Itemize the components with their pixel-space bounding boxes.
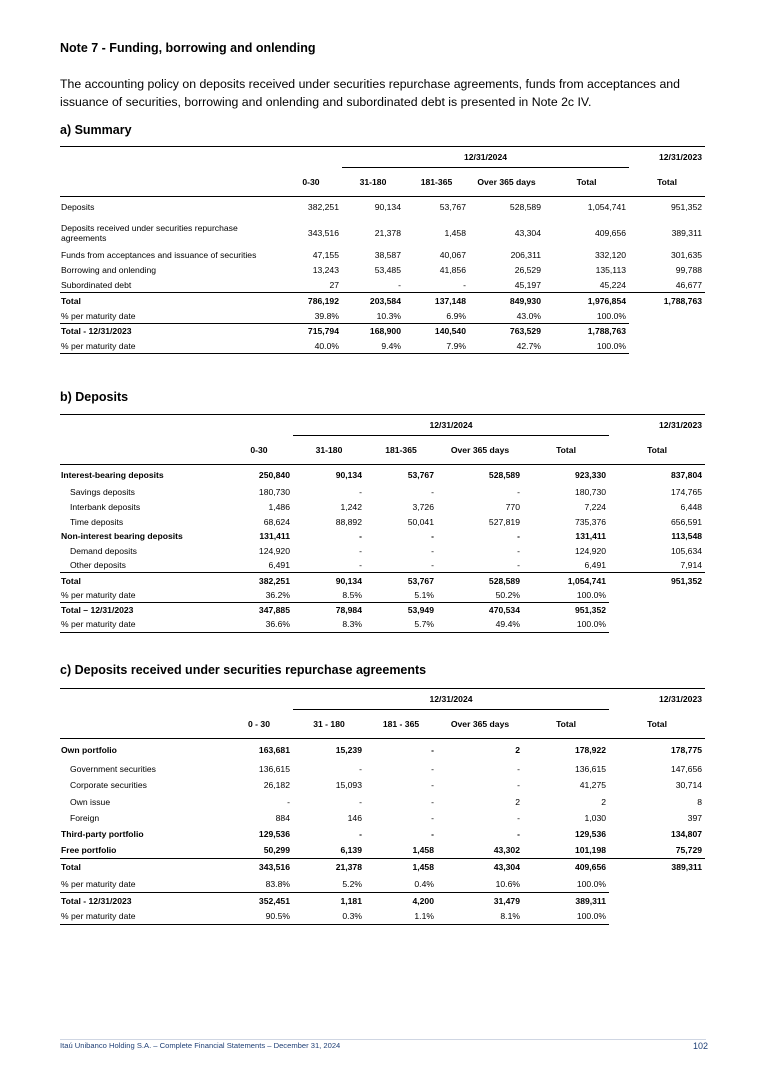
row-value: 389,311 [523,892,609,908]
row-value: 90.5% [225,908,293,924]
row-value: 53,767 [439,202,466,213]
row-value: 26,182 [263,780,290,791]
row-value: 6,491 [584,560,607,571]
table-row [60,793,705,809]
row-value: 90,134 [293,573,365,589]
row-value: 527,819 [488,516,520,527]
column-header: Total [523,436,609,465]
header-columns-row [60,710,705,739]
column-header: 181-365 [404,168,469,197]
header-date-row [60,689,705,710]
row-label: Total – 12/31/2023 [60,603,225,618]
row-value: 40,067 [439,250,466,260]
row-value: 168,900 [342,324,404,339]
row-value: 83.8% [265,878,290,889]
row-label: % per maturity date [60,617,225,632]
row-label: Demand deposits [70,545,137,556]
row-label: Total - 12/31/2023 [60,324,280,339]
pct-row [60,309,705,324]
header-date-current: 12/31/2024 [293,689,609,710]
row-value: 178,775 [670,744,703,755]
row-value: 528,589 [437,573,523,589]
row-value: 951,352 [609,573,705,589]
pct-prior-row [60,617,705,632]
total-prior-row [60,324,705,339]
row-value: 9.4% [342,339,404,354]
row-value: - [463,279,466,290]
column-header: Total [609,710,705,739]
table-row [60,777,705,793]
row-value: 1,976,854 [544,293,629,309]
table-row [60,263,705,278]
row-value: - [431,780,434,791]
row-value: 53,485 [374,265,401,275]
row-value: 43,302 [493,845,520,856]
row-value: 135,113 [595,265,627,275]
summary-table [60,146,705,354]
page-number: 102 [693,1041,709,1051]
row-value: 8.5% [342,590,362,601]
row-value: 0.4% [414,878,434,889]
row-value: 43,304 [437,859,523,876]
row-value: 136,615 [574,763,607,774]
row-value: 5.7% [365,617,437,632]
row-value: - [431,744,434,755]
row-value: 47,155 [312,250,339,260]
row-value: 26,529 [514,265,541,275]
row-value: 49.4% [437,617,523,632]
row-value [609,603,705,618]
column-header: Over 365 days [469,168,544,197]
row-value: 2 [515,796,520,807]
row-value: 129,536 [258,829,290,840]
row-value: 13,243 [312,265,339,275]
row-value: 41,856 [439,265,466,275]
row-value: - [287,796,290,807]
row-value: 203,584 [342,293,404,309]
row-value: 15,239 [335,744,362,755]
row-value: 6,139 [340,845,362,856]
row-value: 5.1% [414,590,434,601]
column-header: 181 - 365 [365,710,437,739]
row-value: 528,589 [488,470,520,481]
row-value: - [517,812,520,823]
row-value: 301,635 [670,250,703,260]
column-header: Over 365 days [437,436,523,465]
row-value: 0.3% [293,908,365,924]
row-value: 849,930 [469,293,544,309]
total-row [60,293,705,309]
table-row [60,197,705,218]
row-value: 124,920 [258,545,290,556]
row-value [609,876,705,892]
pct-row [60,588,705,603]
row-value [629,309,705,324]
row-value: - [431,560,434,571]
row-label: Total [60,573,225,589]
row-value: 100.0% [576,590,607,601]
row-value: 715,794 [280,324,342,339]
row-label: % per maturity date [60,339,280,354]
row-value: 163,681 [258,744,290,755]
column-header: Total [523,710,609,739]
row-value: 409,656 [523,859,609,876]
header-date-prior: 12/31/2023 [629,147,705,168]
row-value: - [517,780,520,791]
row-label: Total [60,859,225,876]
row-value: 99,788 [675,265,703,275]
repurchase-heading: c) Deposits received under securities repurchase agreements [60,663,427,677]
pct-prior-row [60,339,705,354]
row-value [609,892,705,908]
row-value: - [359,545,362,556]
footer-divider [60,1039,706,1040]
deposits-heading: b) Deposits [60,390,129,404]
row-value: 27 [329,279,339,290]
row-value: 178,922 [574,744,607,755]
row-value: 1,030 [584,812,607,823]
header-spacer [225,689,293,710]
row-value: 923,330 [574,470,607,481]
row-value: 75,729 [675,845,703,856]
row-value: 1,788,763 [544,324,629,339]
row-value: - [431,545,434,556]
row-value: 78,984 [293,603,365,618]
row-value: - [359,763,362,774]
row-value: 884 [275,812,290,823]
row-value: 136,615 [258,763,290,774]
row-value: 1,458 [412,845,434,856]
row-value: 352,451 [225,892,293,908]
row-value [629,324,705,339]
row-value: 10.6% [495,878,520,889]
table-row [60,842,705,858]
summary-heading: a) Summary [60,123,132,137]
table-row [60,485,705,500]
row-value: 146 [347,812,362,823]
column-header: 31 - 180 [293,710,365,739]
row-value: - [431,829,434,840]
row-value: 100.0% [576,878,607,889]
row-value: 1,458 [444,227,466,238]
table-row [60,278,705,293]
table-row [60,500,705,515]
row-value: 53,949 [365,603,437,618]
row-value: 763,529 [469,324,544,339]
row-value: 1,054,741 [587,202,627,213]
row-value: 100.0% [544,339,629,354]
header-spacer [280,147,342,168]
row-value: 113,548 [671,531,703,542]
row-value: - [359,531,362,542]
row-value: 7,914 [680,560,703,571]
table-row [60,465,705,486]
row-value: - [517,560,520,571]
column-header: 181-365 [365,436,437,465]
note-title: Note 7 - Funding, borrowing and onlending [60,41,316,55]
row-label: Free portfolio [61,845,117,856]
column-header: 0-30 [280,168,342,197]
table-row [60,810,705,826]
row-value: 21,378 [374,227,401,238]
row-label: Deposits [61,202,95,213]
row-label: Savings deposits [70,487,135,498]
row-value: 4,200 [365,892,437,908]
row-value: - [359,487,362,498]
row-label: % per maturity date [61,590,136,601]
table-row [60,218,705,248]
table-row [60,761,705,777]
row-value: 21,378 [293,859,365,876]
repurchase-table [60,688,705,925]
row-value: 6,491 [268,560,290,571]
row-value: 147,656 [670,763,703,774]
row-value: 101,198 [574,845,607,856]
table-row [60,826,705,842]
row-label: Government securities [70,763,156,774]
row-value: 397 [687,812,703,823]
row-value: 837,804 [670,470,703,481]
row-value: 656,591 [670,516,703,527]
row-value: - [359,560,362,571]
row-value: 786,192 [280,293,342,309]
row-value: 40.0% [280,339,342,354]
row-value: 6.9% [446,310,466,321]
row-value: 382,251 [225,573,293,589]
header-spacer [60,436,225,465]
row-value: 41,275 [579,780,607,791]
row-value: 31,479 [437,892,523,908]
row-value: - [431,487,434,498]
header-date-current: 12/31/2024 [342,147,629,168]
row-value: 250,840 [258,470,290,481]
row-value: 1,458 [365,859,437,876]
row-value: 134,807 [670,829,703,840]
row-value: 8 [697,796,703,807]
row-value: 1,242 [340,501,362,512]
header-spacer [60,689,225,710]
row-label: Corporate securities [70,780,147,791]
row-value: 1,054,741 [523,573,609,589]
total-prior-row [60,892,705,908]
row-value: - [517,487,520,498]
row-value: 46,677 [675,279,703,290]
header-spacer [225,415,293,436]
row-value: - [398,279,401,290]
column-header: 31-180 [342,168,404,197]
row-value: 389,311 [609,859,705,876]
row-value: 30,714 [675,780,703,791]
row-value: 382,251 [307,202,339,213]
row-value [609,617,705,632]
row-value: 770 [505,501,520,512]
row-value: 53,767 [365,573,437,589]
row-label: % per maturity date [61,878,136,889]
row-label: Deposits received under securities repurchase agreements [61,222,238,243]
row-value: 2 [515,744,520,755]
row-label: Own portfolio [61,744,117,755]
row-value: 50,299 [263,845,290,856]
table-row [60,514,705,529]
row-label: Own issue [70,796,111,807]
row-value: 15,093 [335,780,362,791]
row-label: % per maturity date [61,310,136,321]
row-value: - [431,763,434,774]
row-value: 50,041 [407,516,434,527]
row-label: Funds from acceptances and issuance of securities [61,250,257,260]
row-value: 528,589 [509,202,541,213]
row-value: 409,656 [594,227,627,238]
row-value: 470,534 [437,603,523,618]
row-value: - [517,545,520,556]
row-value: 100.0% [523,908,609,924]
row-value: - [517,531,520,542]
header-spacer [60,168,280,197]
row-value: 140,540 [404,324,469,339]
total-prior-row [60,603,705,618]
column-header: Total [544,168,629,197]
header-spacer [60,415,225,436]
row-value: 131,411 [575,531,607,542]
total-row [60,859,705,876]
footer-text: Itaú Unibanco Holding S.A. – Complete Financial Statements – December 31, 2024 [60,1041,341,1050]
row-value: 180,730 [574,487,607,498]
row-value: 45,197 [514,279,541,290]
row-value: 90,134 [335,470,362,481]
table-row [60,558,705,573]
row-value: 43.0% [516,310,541,321]
row-value: 43,304 [514,227,541,238]
row-value: 53,767 [407,470,434,481]
row-value: 100.0% [596,310,627,321]
row-value: 38,587 [374,250,401,260]
row-value: - [431,812,434,823]
row-value: 735,376 [574,516,607,527]
row-label: Total [60,293,280,309]
row-value: 88,892 [335,516,362,527]
row-value: 105,634 [670,545,703,556]
row-value [609,908,705,924]
column-header: 31-180 [293,436,365,465]
row-value: 50.2% [495,590,520,601]
row-value: 1,181 [293,892,365,908]
row-value: - [359,796,362,807]
row-value: - [431,531,434,542]
row-value: - [359,829,362,840]
row-label: Interbank deposits [70,501,141,512]
header-date-prior: 12/31/2023 [609,415,705,436]
row-value: 8.3% [293,617,365,632]
row-value: - [517,763,520,774]
row-label: Third-party portfolio [61,829,144,840]
row-value: 7,224 [584,501,607,512]
row-value: 90,134 [374,202,401,213]
row-value: - [431,796,434,807]
intro-paragraph: The accounting policy on deposits received under securities repurchase agreements, funds from acceptances and issuance of securities, borrowing and onlending and subordinated debt is presented in Note 2c IV. [60,77,680,109]
row-value: 5.2% [342,878,362,889]
row-value: 1.1% [365,908,437,924]
row-label: Borrowing and onlending [61,265,157,275]
row-value: 42.7% [469,339,544,354]
row-value: 131,411 [259,531,290,542]
column-header: Over 365 days [437,710,523,739]
pct-prior-row [60,908,705,924]
header-spacer [60,147,280,168]
row-value: 206,311 [510,250,541,260]
header-columns-row [60,436,705,465]
row-value: 137,148 [404,293,469,309]
row-label: Foreign [70,812,100,823]
row-value: 389,311 [671,227,703,238]
row-value: 124,920 [574,545,607,556]
row-label: Interest-bearing deposits [61,470,164,481]
column-header: Total [609,436,705,465]
table-row [60,248,705,263]
table-row [60,543,705,558]
table-row [60,529,705,544]
row-value: - [517,829,520,840]
deposits-table [60,414,705,633]
header-date-row [60,147,705,168]
header-spacer [60,710,225,739]
row-value: 951,352 [523,603,609,618]
row-value: 10.3% [376,310,401,321]
row-value: 45,224 [599,279,627,290]
row-value: 1,486 [268,501,290,512]
row-value: 3,726 [412,501,434,512]
row-value: 7.9% [404,339,469,354]
row-value [609,588,705,603]
row-value: 36.6% [225,617,293,632]
row-value: 951,352 [670,202,703,213]
row-value: 129,536 [574,829,607,840]
row-label: Subordinated debt [61,279,132,290]
column-header: Total [629,168,705,197]
row-value: 100.0% [523,617,609,632]
row-value: 8.1% [437,908,523,924]
header-date-row [60,415,705,436]
row-value: 180,730 [258,487,290,498]
column-header: 0 - 30 [225,710,293,739]
header-date-current: 12/31/2024 [293,415,609,436]
column-header: 0-30 [225,436,293,465]
header-columns-row [60,168,705,197]
row-value: 343,516 [225,859,293,876]
row-value: 174,765 [670,487,703,498]
row-label: % per maturity date [60,908,225,924]
row-value: 1,788,763 [629,293,705,309]
row-value: 39.8% [314,310,339,321]
row-label: Total - 12/31/2023 [60,892,225,908]
row-value: 347,885 [225,603,293,618]
row-value: 68,624 [263,516,290,527]
header-date-prior: 12/31/2023 [609,689,705,710]
total-row [60,573,705,589]
row-label: Other deposits [70,560,126,571]
row-value: 6,448 [680,501,703,512]
row-value: 2 [601,796,607,807]
pct-row [60,876,705,892]
row-value: 343,516 [307,227,339,238]
row-value [629,339,705,354]
row-label: Time deposits [70,516,124,527]
row-value: 332,120 [594,250,627,260]
row-label: Non-interest bearing deposits [61,531,183,542]
row-value: 36.2% [265,590,290,601]
table-row [60,739,705,761]
